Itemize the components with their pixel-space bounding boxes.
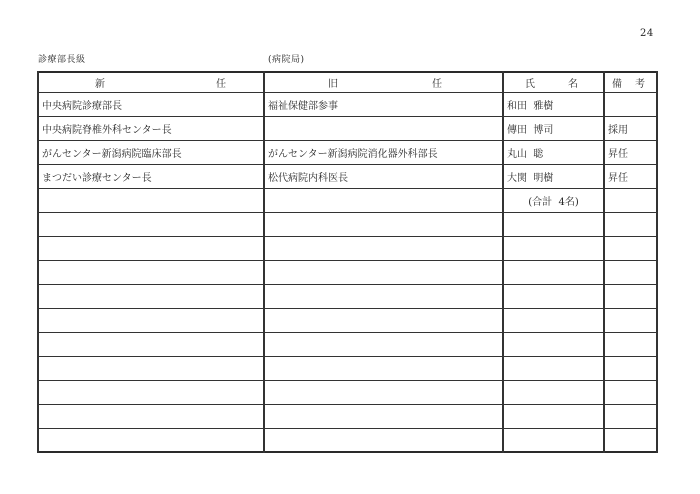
table-row: [38, 212, 657, 236]
cell-old-position: [264, 236, 503, 260]
cell-note: [604, 260, 657, 284]
table-row: [38, 164, 657, 188]
header-new-position: [38, 72, 264, 92]
cell-new-position: [38, 332, 264, 356]
cell-old-position: [264, 428, 503, 452]
header-note-char-2: 考: [635, 78, 645, 90]
header-old-position-char-2: 任: [432, 78, 442, 90]
table-row: [38, 308, 657, 332]
cell-new-position: がんセンター新潟病院臨床部長: [38, 140, 264, 164]
header-name: [503, 72, 604, 92]
cell-old-position: [264, 212, 503, 236]
cell-new-position: [38, 284, 264, 308]
cell-name: 大関 明樹: [503, 164, 604, 188]
cell-note: [604, 188, 657, 212]
cell-old-position: [264, 284, 503, 308]
table-row: [38, 140, 657, 164]
cell-name: [503, 332, 604, 356]
cell-name: [503, 428, 604, 452]
cell-old-position: 松代病院内科医長: [264, 164, 503, 188]
cell-new-position: [38, 188, 264, 212]
cell-note: [604, 308, 657, 332]
cell-new-position: [38, 308, 264, 332]
bureau-label: (病院局): [268, 55, 305, 65]
cell-note: [604, 284, 657, 308]
cell-old-position: [264, 404, 503, 428]
cell-old-position: がんセンター新潟病院消化器外科部長: [264, 140, 503, 164]
table-row: [38, 92, 657, 116]
cell-name: 和田 雅樹: [503, 92, 604, 116]
page-number: 24: [640, 28, 654, 39]
cell-note: 採用: [604, 116, 657, 140]
table-row: [38, 284, 657, 308]
cell-new-position: [38, 212, 264, 236]
cell-name: 傳田 博司: [503, 116, 604, 140]
table-row: [38, 428, 657, 452]
total-row: [38, 188, 657, 212]
cell-new-position: [38, 236, 264, 260]
cell-old-position: [264, 260, 503, 284]
cell-old-position: [264, 356, 503, 380]
cell-name: [503, 212, 604, 236]
header-note-char-1: 備: [612, 78, 622, 90]
cell-new-position: [38, 380, 264, 404]
table-row: [38, 116, 657, 140]
table-row: [38, 260, 657, 284]
cell-note: [604, 404, 657, 428]
cell-new-position: 中央病院脊椎外科センター長: [38, 116, 264, 140]
cell-note: [604, 92, 657, 116]
cell-total-count: (合計 4名): [503, 188, 604, 212]
table-row: [38, 404, 657, 428]
cell-note: [604, 380, 657, 404]
cell-name: 丸山 聡: [503, 140, 604, 164]
cell-note: [604, 236, 657, 260]
cell-old-position: [264, 308, 503, 332]
cell-name: [503, 260, 604, 284]
header-name-char-1: 氏: [525, 78, 535, 90]
cell-new-position: [38, 260, 264, 284]
cell-new-position: 中央病院診療部長: [38, 92, 264, 116]
table-row: [38, 380, 657, 404]
header-name-char-2: 名: [568, 78, 578, 90]
cell-old-position: 福祉保健部参事: [264, 92, 503, 116]
cell-new-position: [38, 356, 264, 380]
table-row: [38, 236, 657, 260]
cell-new-position: [38, 404, 264, 428]
header-new-position-char-2: 任: [216, 78, 226, 90]
cell-old-position: [264, 188, 503, 212]
cell-note: [604, 428, 657, 452]
table-row: [38, 332, 657, 356]
header-note: [604, 72, 657, 92]
header-old-position: [264, 72, 503, 92]
cell-name: [503, 380, 604, 404]
cell-old-position: [264, 332, 503, 356]
appointments-table: [37, 71, 658, 453]
table-row: [38, 356, 657, 380]
cell-note: [604, 212, 657, 236]
cell-new-position: [38, 428, 264, 452]
cell-name: [503, 404, 604, 428]
header-old-position-char-1: 旧: [328, 78, 338, 90]
cell-note: [604, 332, 657, 356]
cell-new-position: まつだい診療センター長: [38, 164, 264, 188]
header-row: [38, 72, 657, 92]
cell-name: [503, 356, 604, 380]
cell-note: 昇任: [604, 140, 657, 164]
cell-note: 昇任: [604, 164, 657, 188]
cell-old-position: [264, 380, 503, 404]
header-new-position-char-1: 新: [95, 78, 105, 90]
cell-old-position: [264, 116, 503, 140]
rank-title: 診療部長級: [38, 55, 86, 65]
cell-name: [503, 308, 604, 332]
cell-note: [604, 356, 657, 380]
cell-name: [503, 284, 604, 308]
cell-name: [503, 236, 604, 260]
